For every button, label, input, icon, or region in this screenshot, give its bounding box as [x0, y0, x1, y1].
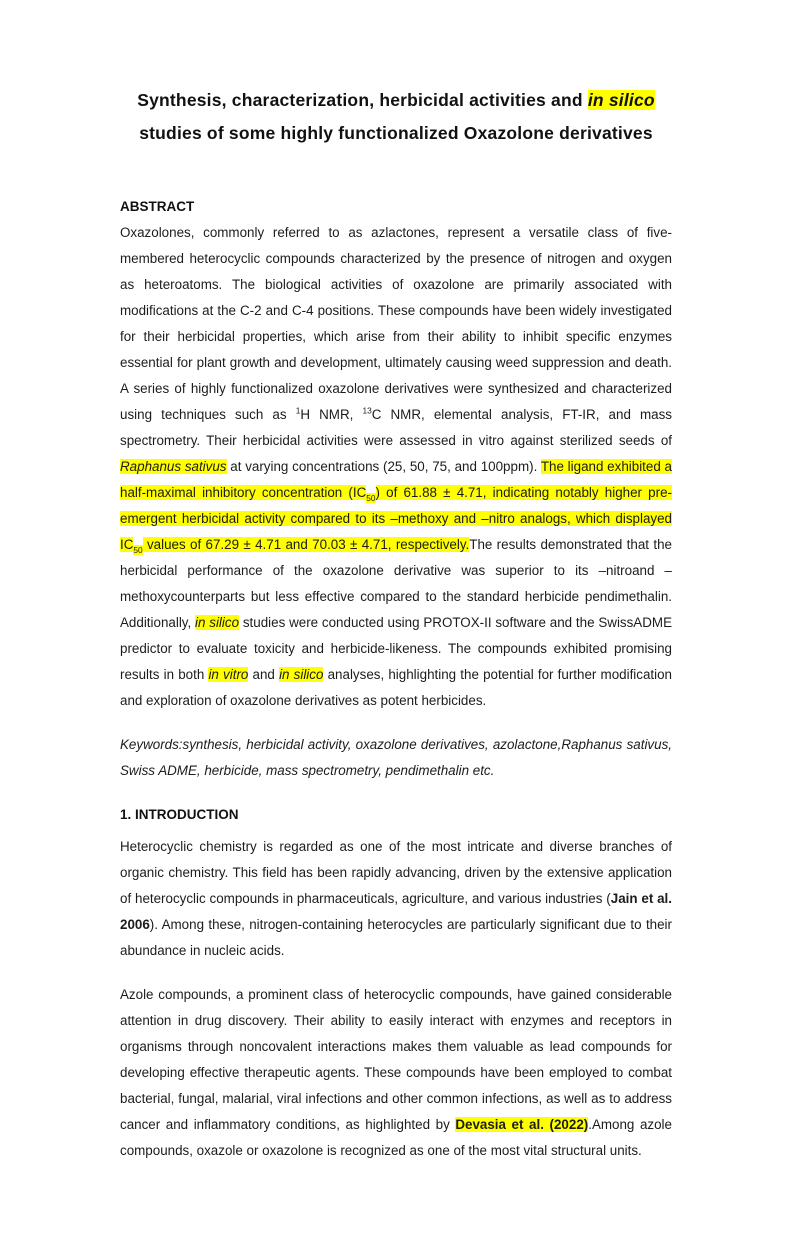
abstract-paragraph: Oxazolones, commonly referred to as azlactones, represent a versatile class of five-membered heterocyclic compounds characterized by the presence of nitrogen and oxygen as heteroatoms. The biological activities of oxazolone are primarily associated with modifications at the C-2 and C-4 positions. These compounds have been widely investigated for their herbicidal properties, which arise from their ability to inhibit specific enzymes essential for plant growth and development, ultimately causing weed suppression and death. A series of highly functionalized oxazolone derivatives were synthesized and characterized using techniques such as $^1$H NMR, $^{13}$C NMR, elemental analysis, FT-IR, and mass spectrometry. Their herbicidal activities were assessed in vitro against sterilized seeds of Raphanus sativus at varying concentrations (25, 50, 75, and 100ppm). The ligand exhibited a half-maximal inhibitory concentration $(IC_{50})$ of 61.88 ± 4.71, indicating notably higher pre-emergent herbicidal activity compared to its –methoxy and –nitro analogs, which displayed $IC_{50}$ values of 67.29 ± 4.71 and 70.03 ± 4.71, respectively.The results demonstrated that the herbicidal performance of the oxazolone derivative was superior to its –nitroand –methoxycounterparts but less effective compared to the standard herbicide pendimethalin. Additionally, in silico studies were conducted using PROTOX-II software and the SwissADME predictor to evaluate toxicity and herbicide-likeness. The compounds exhibited promising results in both in vitro and in silico analyses, highlighting the potential for further modification and exploration of oxazolone derivatives as potent herbicides. [120, 225, 673, 708]
intro-paragraph-1: Heterocyclic chemistry is regarded as one of the most intricate and diverse branches of organic chemistry. This field has been rapidly advancing, driven by the extensive application of heterocyclic compounds in pharmaceuticals, agriculture, and various industries (Jain et al. 2006). Among these, nitrogen-containing heterocycles are particularly significant due to their abundance in nucleic acids. [120, 839, 673, 958]
intro-paragraph-2: Azole compounds, a prominent class of heterocyclic compounds, have gained considerable attention in drug discovery. Their ability to easily interact with enzymes and receptors in organisms through noncovalent interactions makes them valuable as lead compounds for developing effective therapeutic agents. These compounds have been employed to combat bacterial, fungal, malarial, viral infections and other common infections, as well as to address cancer and inflammatory conditions, as highlighted by Devasia et al. (2022).Among azole compounds, oxazole or oxazolone is recognized as one of the most vital structural units. [120, 987, 672, 1158]
paper-title: Synthesis, characterization, herbicidal activities and in silico studies of some highly functionalized Oxazolone derivatives [137, 90, 655, 143]
introduction-heading: 1. INTRODUCTION [120, 807, 239, 822]
abstract-heading: ABSTRACT [120, 199, 195, 214]
keywords-paragraph: Keywords:synthesis, herbicidal activity, oxazolone derivatives, azolactone,Raphanus sativus, Swiss ADME, herbicide, mass spectrometry, pendimethalin etc. [120, 737, 672, 778]
